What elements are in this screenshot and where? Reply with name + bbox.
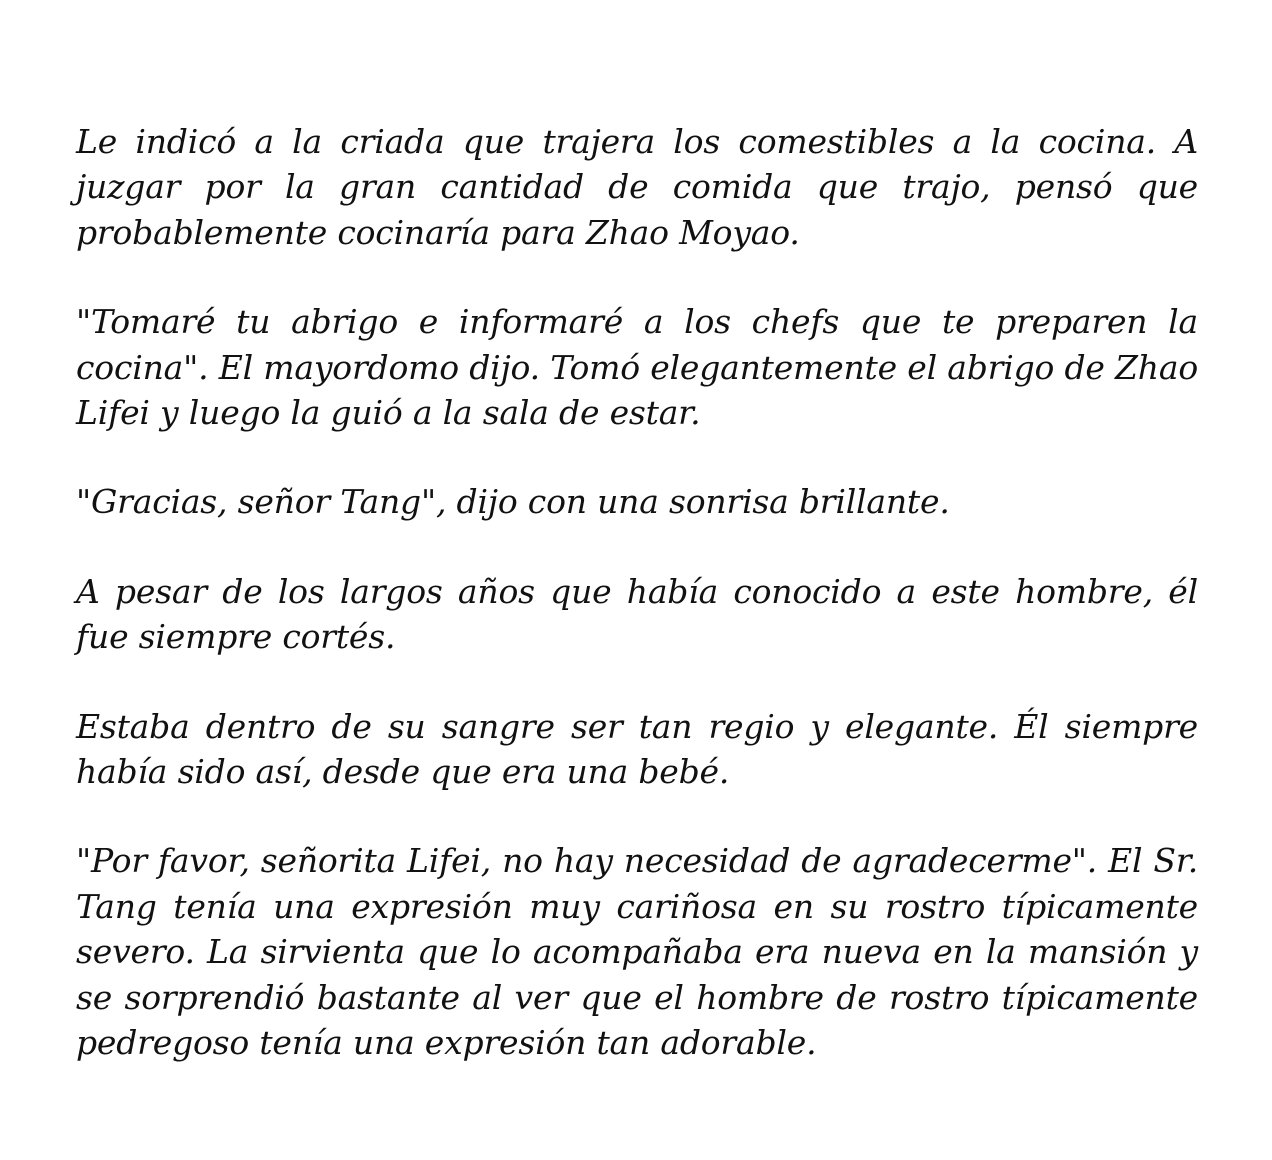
paragraph-2: "Tomaré tu abrigo e informaré a los chefs que te preparen la cocina". El mayordomo dijo. Tomó elegantemente el abrigo de Zhao Lifei y luego la guió a la sala de estar. bbox=[76, 302, 1198, 433]
paragraph-5: Estaba dentro de su sangre ser tan regio y elegante. Él siempre había sido así, desde que era una bebé. bbox=[76, 706, 1198, 792]
paragraph-1: Le indicó a la criada que trajera los comestibles a la cocina. A juzgar por la gran cantidad de comida que trajo, pensó que probablemente cocinaría para Zhao Moyao. bbox=[76, 122, 1198, 252]
paragraph-4: A pesar de los largos años que había conocido a este hombre, él fue siempre cortés. bbox=[76, 571, 1198, 657]
paragraph-3: "Gracias, señor Tang", dijo con una sonrisa brillante. bbox=[76, 482, 950, 522]
paragraph-6: "Por favor, señorita Lifei, no hay necesidad de agradecerme". El Sr. Tang tenía una expresión muy cariñosa en su rostro típicamente severo. La sirvienta que lo acompañaba era nueva en la mansión y se sorprendió bastante al ver que el hombre de rostro típicamente pedregoso tenía una expresión tan adorable. bbox=[76, 841, 1198, 1063]
